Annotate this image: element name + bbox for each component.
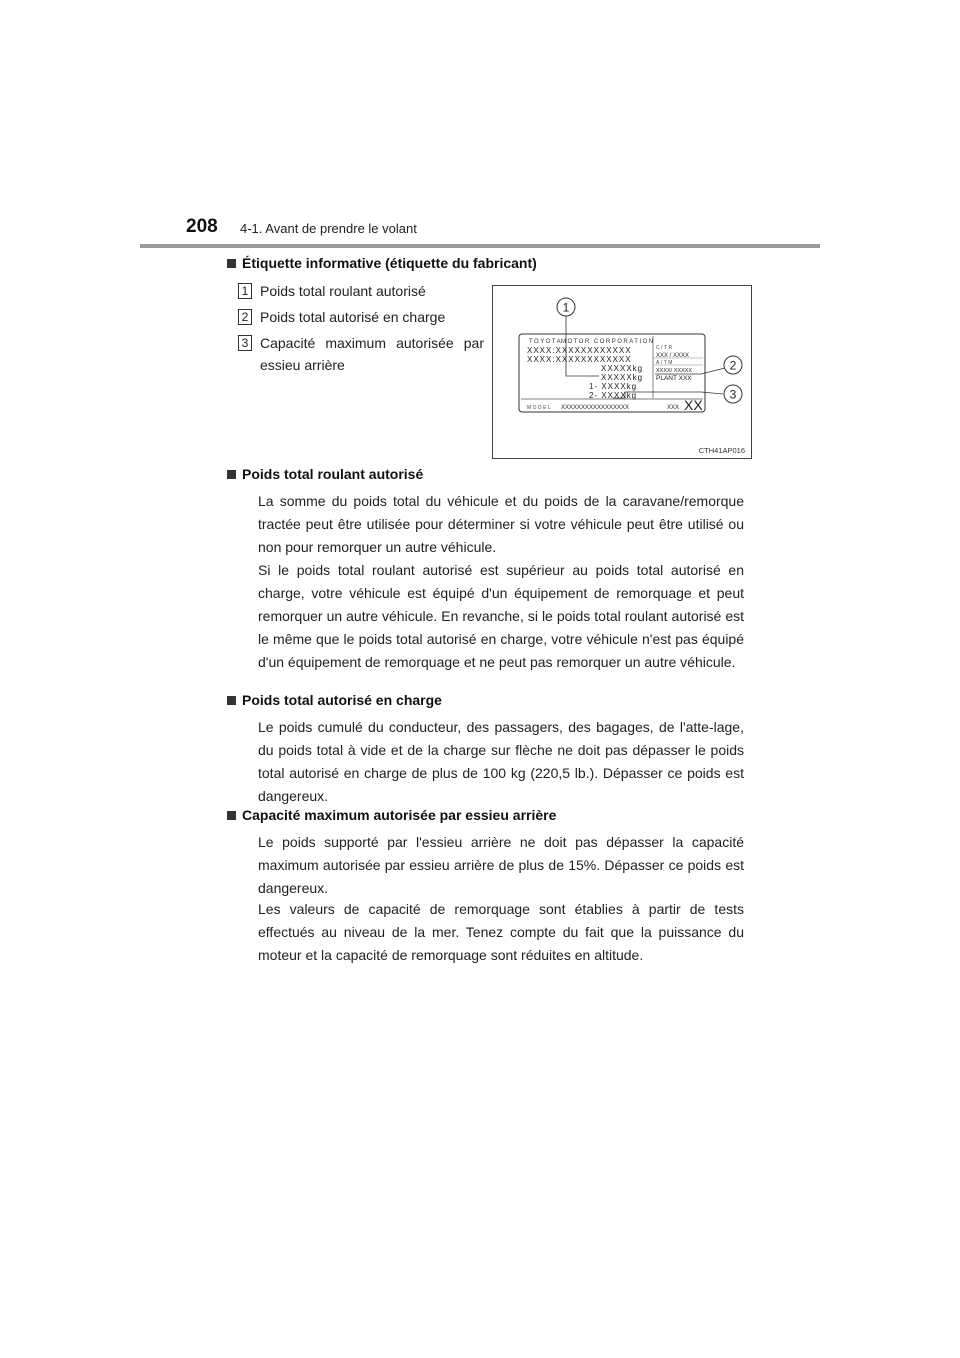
- plate-model-big: XX: [684, 397, 703, 413]
- page-number: 208: [186, 216, 218, 237]
- legend-item-2: [238, 306, 445, 328]
- legend-text-3: Capacité maximum autorisée par essieu arrière: [260, 335, 484, 373]
- section-heading-3: [227, 807, 556, 823]
- legend-text-2: Poids total autorisé en charge: [260, 309, 446, 325]
- plate-axle-1: 1- XXXXkg: [589, 382, 638, 391]
- plate-weight-2: XXXXXkg: [601, 373, 644, 382]
- label-section-heading-text: Étiquette informative (étiquette du fabricant): [242, 255, 537, 271]
- plate-atm-label: A/TM: [656, 360, 674, 366]
- section-1-paragraph-1: La somme du poids total du véhicule et du poids de la caravane/remorque tractée peut être utilisée pour déterminer si votre véhicule peut être utilisé ou non pour remorquer un autre véhicule.: [258, 493, 744, 555]
- square-bullet-icon: [227, 696, 236, 705]
- section-heading-2-text: Poids total autorisé en charge: [242, 692, 442, 708]
- plate-axle-2: 2- XXXXkg: [589, 391, 638, 400]
- plate-model-value: XXXXXXXXXXXXXXXXX: [561, 405, 630, 411]
- section-3-paragraph-1: Le poids supporté par l'essieu arrière ne doit pas dépasser la capacité maximum autorisée par essieu arrière de plus de 15%. Dépasser ce poids est dangereux.: [258, 834, 744, 896]
- running-header: 4-1. Avant de prendre le volant: [240, 221, 417, 236]
- figure-code: CTH41AP016: [698, 446, 745, 455]
- section-heading-1-text: Poids total roulant autorisé: [242, 466, 424, 482]
- section-heading-1: [227, 466, 423, 482]
- square-bullet-icon: [227, 259, 236, 268]
- plate-row-2: XXXX:XXXXXXXXXXXX: [527, 346, 632, 355]
- callout-number-3: 3: [729, 387, 737, 402]
- plate-ctr-label: C/TR: [656, 345, 674, 351]
- section-heading-3-text: Capacité maximum autorisée par essieu arrière: [242, 807, 557, 823]
- label-section-heading: [227, 255, 537, 271]
- plate-company: MOTOR CORPORATION: [561, 339, 655, 345]
- section-2-paragraph-1: Le poids cumulé du conducteur, des passagers, des bagages, de l'atte-lage, du poids total à vide et de la charge sur flèche ne doit pas dépasser le poids total autorisé en charge de plus de 100 kg (220,5 lb.). Dépasser ce poids est dangereux.: [258, 719, 744, 804]
- callout-number-1: 1: [562, 300, 570, 315]
- plate-atm-value: XXXX/ XXXXX: [656, 368, 693, 374]
- callout-number-2: 2: [729, 358, 737, 373]
- header-rule: [140, 244, 820, 248]
- section-heading-2: [227, 692, 442, 708]
- legend-item-3: [238, 332, 484, 376]
- square-bullet-icon: [227, 470, 236, 479]
- legend-number-3: 3: [238, 335, 252, 351]
- section-3-paragraph-2: Les valeurs de capacité de remorquage sont établies à partir de tests effectués au niveau de la mer. Tenez compte du fait que la puissance du moteur et la capacité de remorquage sont réduites en altitude.: [258, 901, 744, 963]
- plate-brand: TOYOTA: [529, 339, 563, 345]
- label-illustration: [493, 286, 751, 458]
- plate-plant: PLANT XXX: [656, 375, 692, 382]
- plate-row-3: XXXX:XXXXXXXXXXXX: [527, 355, 632, 364]
- legend-number-1: 1: [238, 283, 252, 299]
- legend-text-1: Poids total roulant autorisé: [260, 283, 426, 299]
- label-figure: [492, 285, 752, 459]
- section-1-paragraph-2: Si le poids total roulant autorisé est supérieur au poids total autorisé en charge, votre véhicule est équipé d'un équipement de remorquage et peut remorquer un autre véhicule. En revanche, si le poids total roulant autorisé est le même que le poids total autorisé en charge, votre véhicule n'est pas équipé d'un équipement de remorquage et ne peut pas remorquer un autre véhicule.: [258, 562, 744, 670]
- legend-number-2: 2: [238, 309, 252, 325]
- square-bullet-icon: [227, 811, 236, 820]
- legend-item-1: [238, 280, 426, 302]
- plate-model-suffix: XXX: [667, 405, 680, 411]
- plate-weight-1: XXXXXkg: [601, 364, 644, 373]
- plate-ctr-value: XXX / XXXX: [656, 353, 690, 359]
- plate-model-label: MODEL: [527, 405, 553, 411]
